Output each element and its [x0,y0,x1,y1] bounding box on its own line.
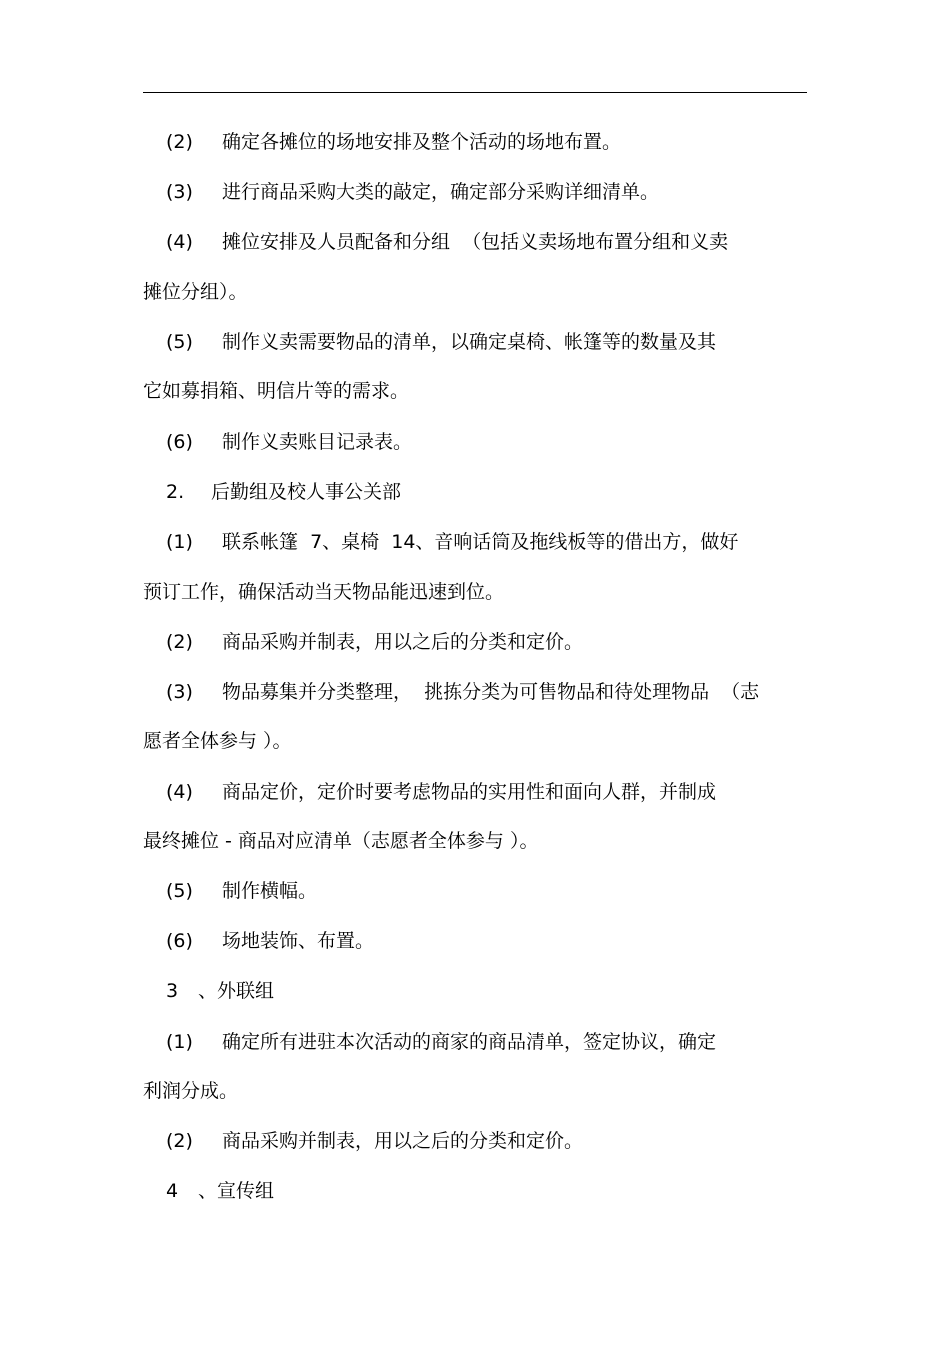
paragraph-line: 确定所有进驻本次活动的商家的商品清单，签定协议，确定 [222,1031,717,1053]
item-number: (6) [166,431,193,453]
paragraph-line: 物品募集并分类整理， 挑拣分类为可售物品和待处理物品 （志 [222,681,760,703]
section-number: 2. [166,481,185,503]
item-number: (4) [166,781,193,803]
paragraph-line: 最终摊位 - 商品对应清单（志愿者全体参与 ）。 [143,830,539,852]
paragraph-line: 确定各摊位的场地安排及整个活动的场地布置。 [222,131,622,153]
paragraph-line: 愿者全体参与 ）。 [143,730,292,752]
section-heading: 后勤组及校人事公关部 [211,481,402,503]
header-rule [143,92,807,93]
item-number: (1) [166,531,193,553]
paragraph-line: 预订工作，确保活动当天物品能迅速到位。 [143,581,505,603]
section-heading: 、宣传组 [198,1180,275,1202]
item-number: (2) [166,131,193,153]
paragraph-line: 制作义卖需要物品的清单，以确定桌椅、帐篷等的数量及其 [222,331,717,353]
paragraph-line: 摊位分组）。 [143,281,248,303]
paragraph-line: 摊位安排及人员配备和分组 （包括义卖场地布置分组和义卖 [222,231,729,253]
paragraph-line: 场地装饰、布置。 [222,930,375,952]
paragraph-line: 制作横幅。 [222,880,318,902]
section-heading: 、外联组 [198,980,275,1002]
section-number: 4 [166,1180,179,1202]
item-number: (3) [166,181,193,203]
item-number: (6) [166,930,193,952]
item-number: (2) [166,631,193,653]
section-number: 3 [166,980,179,1002]
paragraph-line: 它如募捐箱、明信片等的需求。 [143,380,410,402]
paragraph-line: 制作义卖账目记录表。 [222,431,413,453]
paragraph-line: 商品采购并制表，用以之后的分类和定价。 [222,1130,584,1152]
paragraph-line: 进行商品采购大类的敲定，确定部分采购详细清单。 [222,181,660,203]
item-number: (2) [166,1130,193,1152]
item-number: (5) [166,331,193,353]
item-number: (5) [166,880,193,902]
paragraph-line: 商品采购并制表，用以之后的分类和定价。 [222,631,584,653]
paragraph-line: 联系帐篷 7、桌椅 14、音响话筒及拖线板等的借出方，做好 [222,531,739,553]
item-number: (3) [166,681,193,703]
paragraph-line: 利润分成。 [143,1080,239,1102]
item-number: (4) [166,231,193,253]
item-number: (1) [166,1031,193,1053]
paragraph-line: 商品定价，定价时要考虑物品的实用性和面向人群，并制成 [222,781,717,803]
